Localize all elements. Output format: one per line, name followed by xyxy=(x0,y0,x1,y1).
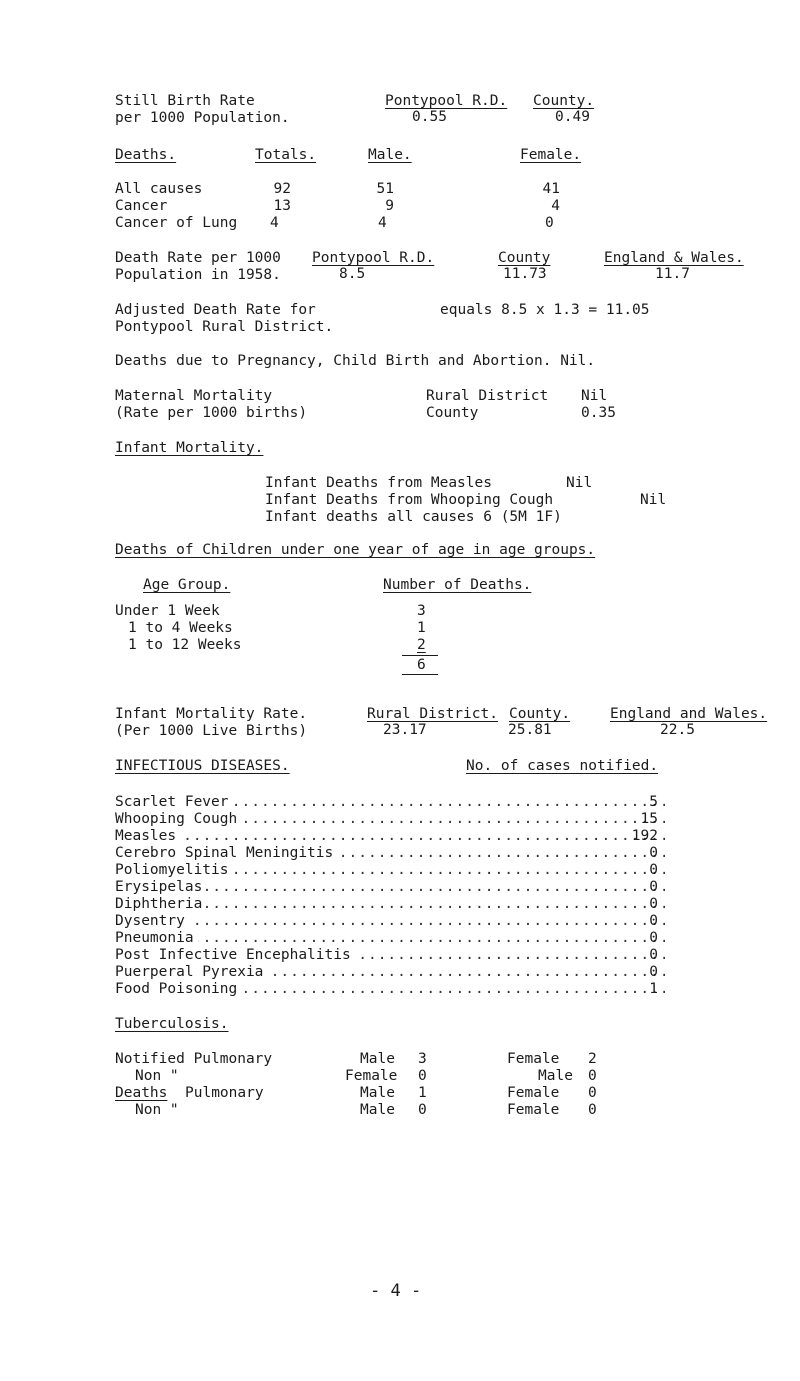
tb-row-label: Notified Pulmonary xyxy=(115,1051,273,1067)
tb-row-label: Non " xyxy=(135,1102,179,1118)
disease-cases: 192 xyxy=(631,828,658,844)
age-groups-col-age: Age Group. xyxy=(143,577,231,593)
tb-row-b-val: 0 xyxy=(588,1102,597,1118)
deaths-row-cause: Cancer of Lung xyxy=(115,215,238,231)
deaths-row-male: 4 xyxy=(378,215,387,231)
disease-row xyxy=(115,810,665,828)
tb-row-b-sex: Male xyxy=(538,1068,573,1084)
maternal-county-label: County xyxy=(426,405,479,421)
disease-name: Diphtheria xyxy=(115,896,206,912)
stillbirth-col-pontypool: Pontypool R.D. xyxy=(385,93,508,109)
disease-row xyxy=(115,793,665,811)
disease-name: Dysentry xyxy=(115,913,189,929)
death-rate-col-county: County xyxy=(498,250,551,266)
disease-row xyxy=(115,980,665,998)
disease-cases: 0 xyxy=(649,896,658,912)
age-group-total: 6 xyxy=(417,657,426,673)
infectious-col-cases: No. of cases notified. xyxy=(466,758,659,774)
death-rate-col-england-wales: England & Wales. xyxy=(604,250,744,266)
disease-row xyxy=(115,895,665,913)
infectious-heading: INFECTIOUS DISEASES. xyxy=(115,758,290,774)
tb-row-label: Non " xyxy=(135,1068,179,1084)
disease-row xyxy=(115,827,665,845)
tb-deaths-label: Deaths xyxy=(115,1085,168,1101)
deaths-col-male: Male. xyxy=(368,147,412,163)
disease-row xyxy=(115,861,665,879)
imr-value-rural: 23.17 xyxy=(383,722,427,738)
death-rate-value-pontypool: 8.5 xyxy=(339,266,366,282)
tb-row-a-val: 0 xyxy=(418,1102,427,1118)
death-rate-value-county: 11.73 xyxy=(503,266,547,282)
adjusted-label-2: Pontypool Rural District. xyxy=(115,319,334,335)
age-group-label: 1 to 4 Weeks xyxy=(128,620,233,636)
disease-name: Cerebro Spinal Meningitis xyxy=(115,845,337,861)
imr-value-county: 25.81 xyxy=(508,722,552,738)
deaths-row-female: 4 xyxy=(551,198,560,214)
infant-all-causes: Infant deaths all causes 6 (5M 1F) xyxy=(265,509,562,525)
tb-row-a-sex: Female xyxy=(345,1068,398,1084)
maternal-rd-label: Rural District xyxy=(426,388,549,404)
tb-row-b-val: 2 xyxy=(588,1051,597,1067)
disease-name: Erysipelas xyxy=(115,879,206,895)
stillbirth-label-1: Still Birth Rate xyxy=(115,93,255,109)
stillbirth-col-county: County. xyxy=(533,93,595,109)
stillbirth-value-pontypool: 0.55 xyxy=(412,109,447,125)
disease-name: Poliomyelitis xyxy=(115,862,233,878)
disease-row xyxy=(115,912,665,930)
disease-row xyxy=(115,844,665,862)
deaths-row-cause: Cancer xyxy=(115,198,168,214)
disease-cases: 0 xyxy=(649,947,658,963)
death-rate-label-2: Population in 1958. xyxy=(115,267,281,283)
age-group-label: 1 to 12 Weeks xyxy=(128,637,242,653)
tb-row-a-val: 0 xyxy=(418,1068,427,1084)
page-number: - 4 - xyxy=(370,1281,422,1301)
tb-row-b-sex: Female xyxy=(507,1085,560,1101)
deaths-row-male: 51 xyxy=(376,181,394,197)
deaths-row-female: 0 xyxy=(545,215,554,231)
disease-name: Measles xyxy=(115,828,180,844)
disease-cases: 1 xyxy=(649,981,658,997)
deaths-row-cause: All causes xyxy=(115,181,203,197)
tb-row-a-val: 1 xyxy=(418,1085,427,1101)
adjusted-label-1: Adjusted Death Rate for xyxy=(115,302,316,318)
disease-cases: 5 xyxy=(649,794,658,810)
imr-col-rural: Rural District. xyxy=(367,706,498,722)
tb-row-a-sex: Male xyxy=(360,1051,395,1067)
age-group-total-rule xyxy=(402,674,438,675)
death-rate-col-pontypool: Pontypool R.D. xyxy=(312,250,435,266)
disease-cases: 0 xyxy=(649,913,658,929)
stillbirth-value-county: 0.49 xyxy=(555,109,590,125)
disease-cases: 0 xyxy=(649,862,658,878)
disease-cases: 0 xyxy=(649,845,658,861)
deaths-row-total: 13 xyxy=(273,198,291,214)
tb-row-b-val: 0 xyxy=(588,1068,597,1084)
tb-row-a-val: 3 xyxy=(418,1051,427,1067)
disease-cases: 0 xyxy=(649,879,658,895)
deaths-row-total: 4 xyxy=(270,215,279,231)
age-groups-heading: Deaths of Children under one year of age in age groups. xyxy=(115,542,596,558)
deaths-row-total: 92 xyxy=(273,181,291,197)
death-rate-label-1: Death Rate per 1000 xyxy=(115,250,281,266)
tb-row-a-sex: Male xyxy=(360,1102,395,1118)
maternal-rd-value: Nil xyxy=(581,388,608,404)
death-rate-value-england-wales: 11.7 xyxy=(655,266,690,282)
deaths-col-female: Female. xyxy=(520,147,582,163)
disease-name: Scarlet Fever xyxy=(115,794,233,810)
deaths-row-male: 9 xyxy=(385,198,394,214)
deaths-col-totals: Totals. xyxy=(255,147,317,163)
disease-row xyxy=(115,878,665,896)
disease-row xyxy=(115,946,665,964)
age-group-label: Under 1 Week xyxy=(115,603,220,619)
imr-col-england-wales: England and Wales. xyxy=(610,706,768,722)
age-group-number: 2 xyxy=(417,637,426,653)
stillbirth-label-2: per 1000 Population. xyxy=(115,110,290,126)
imr-value-england-wales: 22.5 xyxy=(660,722,695,738)
age-group-number: 1 xyxy=(417,620,426,636)
maternal-label-1: Maternal Mortality xyxy=(115,388,273,404)
disease-name: Food Poisoning xyxy=(115,981,241,997)
disease-name: Puerperal Pyrexia xyxy=(115,964,267,980)
age-groups-col-number: Number of Deaths. xyxy=(383,577,532,593)
infant-measles-value: Nil xyxy=(566,475,593,491)
imr-col-county: County. xyxy=(509,706,571,722)
disease-name: Pneumonia xyxy=(115,930,198,946)
maternal-county-value: 0.35 xyxy=(581,405,616,421)
deaths-heading: Deaths. xyxy=(115,147,177,163)
infant-whooping: Infant Deaths from Whooping Cough xyxy=(265,492,554,508)
infant-measles: Infant Deaths from Measles xyxy=(265,475,492,491)
infant-whooping-value: Nil xyxy=(640,492,667,508)
disease-row xyxy=(115,963,665,981)
disease-name: Post Infective Encephalitis xyxy=(115,947,355,963)
imr-label-2: (Per 1000 Live Births) xyxy=(115,723,308,739)
tb-row-b-sex: Female xyxy=(507,1102,560,1118)
deaths-row-female: 41 xyxy=(542,181,560,197)
age-group-number: 3 xyxy=(417,603,426,619)
tb-row-b-val: 0 xyxy=(588,1085,597,1101)
tb-row-b-sex: Female xyxy=(507,1051,560,1067)
disease-name: Whooping Cough xyxy=(115,811,241,827)
tb-row-label: Pulmonary xyxy=(185,1085,264,1101)
pregnancy-deaths: Deaths due to Pregnancy, Child Birth and Abortion. Nil. xyxy=(115,353,596,369)
adjusted-equation: equals 8.5 x 1.3 = 11.05 xyxy=(440,302,650,318)
infant-heading: Infant Mortality. xyxy=(115,440,264,456)
maternal-label-2: (Rate per 1000 births) xyxy=(115,405,308,421)
imr-label-1: Infant Mortality Rate. xyxy=(115,706,308,722)
disease-row xyxy=(115,929,665,947)
tuberculosis-heading: Tuberculosis. xyxy=(115,1016,229,1032)
disease-cases: 0 xyxy=(649,964,658,980)
disease-cases: 15 xyxy=(640,811,658,827)
disease-cases: 0 xyxy=(649,930,658,946)
tb-row-a-sex: Male xyxy=(360,1085,395,1101)
